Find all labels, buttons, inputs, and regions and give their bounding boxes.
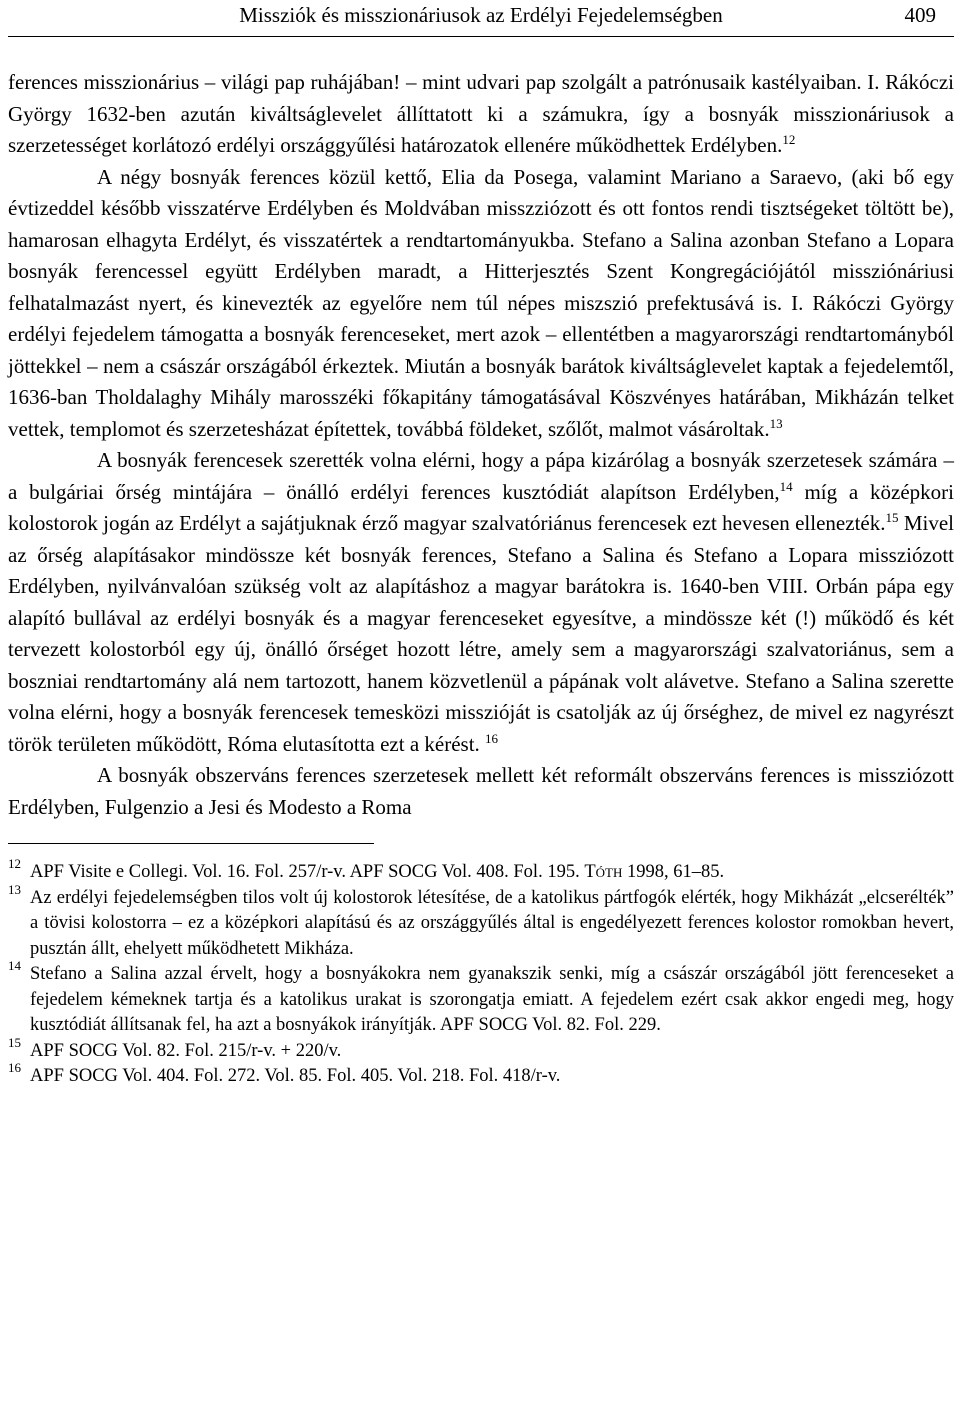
footnote-text: APF SOCG Vol. 82. Fol. 215/r-v. + 220/v.	[30, 1040, 342, 1061]
footnote-15	[8, 1034, 954, 1065]
footnote-number: 16	[8, 1060, 21, 1075]
footnote-text: Az erdélyi fejedelemségben tilos volt új kolostorok létesítése, de a katolikus pártfogók elérték, hogy Mikházát „elcserélték” a tövisi kolostorra – ez a középkori alapítású és az országgyűlés által is engedélyezett ferences kolostor romokban hevert, pusztán állt, ehelyett működhetett Mikháza.	[30, 887, 954, 959]
paragraph-4	[8, 760, 954, 823]
footnote-number: 12	[8, 856, 21, 871]
footnote-text: Stefano a Salina azzal érvelt, hogy a bosnyákokra nem gyanakszik senki, míg a császár országából jött ferenceseket a fejedelem kémeknek tartja és a katolikus urakat is szorongatja emiatt. A fejedelem ezért csak akkor engedi meg, hogy kusztódiát állítsanak fel, ha azt a bosnyákok irányítják. APF SOCG Vol. 82. Fol. 229.	[30, 964, 954, 1035]
running-head	[8, 0, 954, 37]
footnote-number: 13	[8, 881, 21, 897]
footnote-text-a: APF Visite e Collegi. Vol. 16. Fol. 257/r-v. APF SOCG Vol. 408. Fol. 195.	[30, 862, 585, 882]
book-page	[8, 0, 954, 1420]
paragraph-4-text: A bosnyák obszerváns ferences szerzetesek mellett két reformált obszerváns ferences is missziózott Erdélyben, Fulgenzio a Jesi és Modesto a Roma	[8, 763, 954, 819]
footnote-12	[8, 856, 954, 886]
running-head-title: Missziók és misszionáriusok az Erdélyi Fejedelemségben	[239, 3, 723, 27]
paragraph-3	[8, 445, 954, 760]
footnotes	[8, 856, 954, 1090]
footnote-ref-14[interactable]: 14	[779, 478, 793, 494]
footnote-ref-16[interactable]: 16	[485, 730, 499, 746]
footnote-16	[8, 1060, 954, 1090]
footnote-divider	[8, 843, 374, 844]
paragraph-3-text-b: míg a középkori kolostorok jogán az Erdélyt a sajátjuknak érző magyar szalvatóriánus ferencesek ezt hevesen ellenezték.	[8, 479, 954, 535]
footnote-text	[30, 860, 954, 886]
page-number: 409	[904, 3, 936, 27]
main-text	[8, 67, 954, 823]
footnote-ref-15[interactable]: 15	[885, 510, 899, 525]
footnote-13	[8, 881, 954, 963]
footnote-ref-12[interactable]: 12	[782, 132, 796, 147]
footnote-number: 14	[8, 958, 21, 973]
footnote-ref-13[interactable]: 13	[769, 415, 783, 431]
footnote-number: 15	[8, 1034, 21, 1050]
paragraph-1-text: ferences misszionárius – világi pap ruhájában! – mint udvari pap szolgált a patrónusaik kastélyaiban. I. Rákóczi György 1632-ben azután kiváltságlevelet állíttatott ki a számukra, így a bosnyák misszionáriusok a szerzetességet korlátozó erdélyi országgyűlési határozatok ellenére működhettek Erdélyben.	[8, 70, 954, 157]
footnote-text: APF SOCG Vol. 404. Fol. 272. Vol. 85. Fol. 405. Vol. 218. Fol. 418/r-v.	[30, 1066, 561, 1086]
paragraph-1	[8, 67, 954, 162]
paragraph-3-text-c: Mivel az őrség alapításakor mindössze két bosnyák ferences, Stefano a Salina és Stefano a Lopara missziózott Erdélyben, nyilvánvalóan szükség volt az alapításhoz a magyar barátokra is. 1640-ben VIII. Orbán pápa egy alapító bullával az erdélyi bosnyák és a magyar ferenceseket egyesítve, a mindössze két (!) működő és két tervezett kolostorból egy új, önálló őrséget hozott létre, amely sem a magyarországi szalvatoriánus, sem a boszniai rendtartomány alá nem tartozott, hanem közvetlenül a pápának volt alávetve. Stefano a Salina szerette volna elérni, hogy a bosnyák ferencesek temesközi misszióját is csatolják az új őrséghez, de mivel ez nagyrészt török területen működött, Róma elutasította ezt a kérést.	[8, 511, 954, 756]
footnote-text-b: 1998, 61–85.	[622, 862, 725, 882]
paragraph-3-text-a: A bosnyák ferencesek szerették volna elérni, hogy a pápa kizárólag a bosnyák szerzetesek számára – a bulgáriai őrség mintájára – önálló erdélyi ferences kusztódiát alapítson Erdélyben,	[8, 448, 954, 504]
footnote-14	[8, 958, 954, 1039]
paragraph-2	[8, 162, 954, 446]
paragraph-2-text: A négy bosnyák ferences közül kettő, Elia da Posega, valamint Mariano a Saraevo, (aki bő egy évtizeddel később visszatérve Erdélyben és Moldvában misszziózott és ott fontos rendi tisztségeket töltött be), hamarosan elhagyta Erdélyt, és visszatértek a rendtartományukba. Stefano a Salina azonban Stefano a Lopara bosnyák ferencessel együtt Erdélyben maradt, a Hitterjesztés Szent Kongregációjától missziónáriusi felhatalmazást nyert, és kinevezték az egyelőre nem túl népes miszszió prefektusává is. I. Rákóczi György erdélyi fejedelem támogatta a bosnyák ferenceseket, mert azok – ellentétben a magyarországi rendtartományból jöttekkel – nem a császár országából érkeztek. Miután a bosnyák barátok kiváltságlevelet kaptak a fejedelemtől, 1636-ban Tholdalaghy Mihály marosszéki főkapitány támogatásával Köszvényes határában, Mikházán telket vettek, templomot és szerzetesházat építettek, továbbá földeket, szőlőt, malmot vásároltak.	[8, 164, 954, 441]
footnote-author: Tóth	[584, 862, 623, 882]
